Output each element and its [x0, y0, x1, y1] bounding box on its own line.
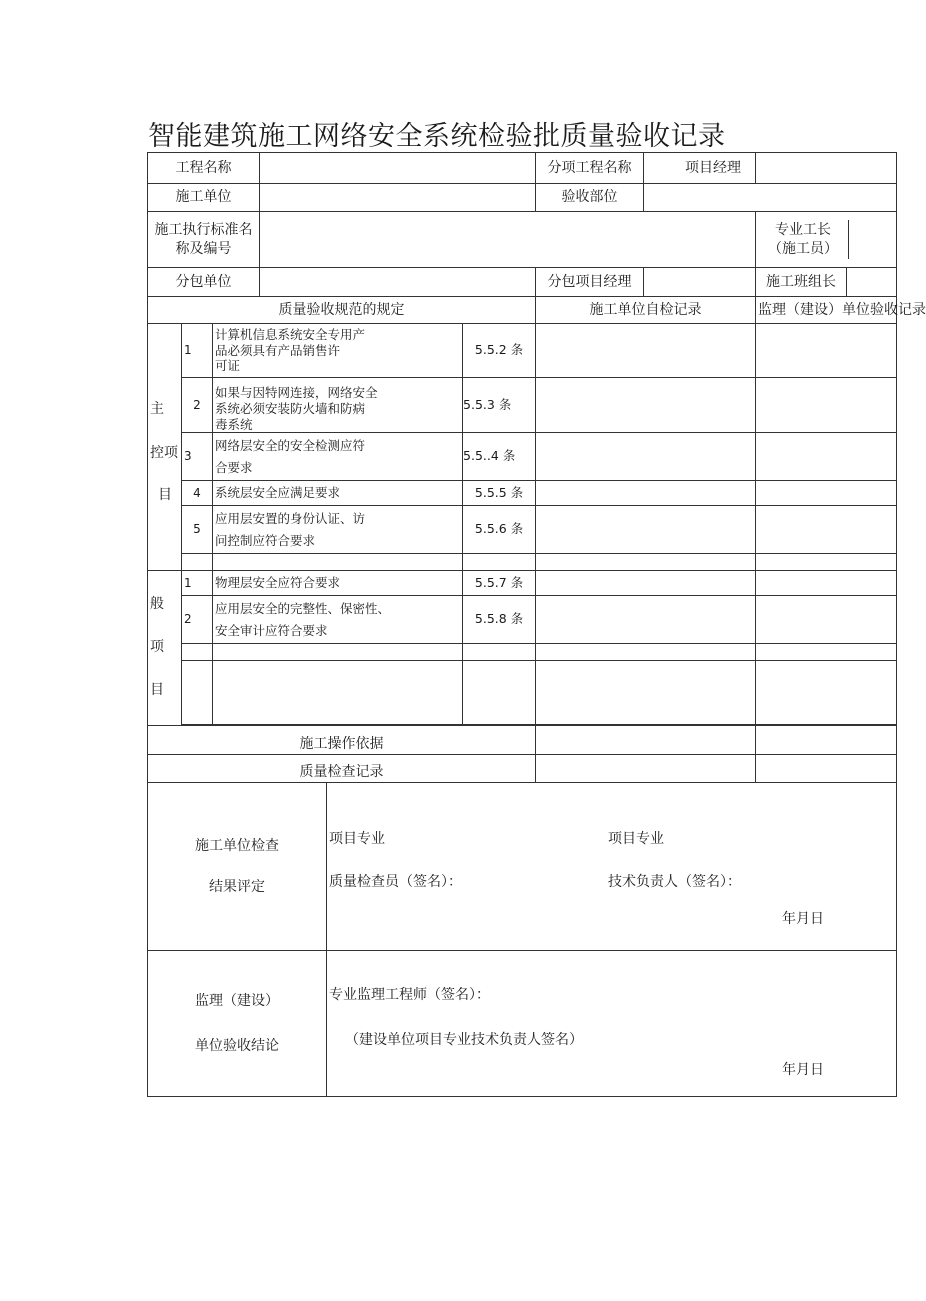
supervisor-conclusion-label — [148, 951, 327, 1097]
general-item-clause: 5.5.7 条 — [463, 571, 536, 596]
subcontract-manager-field[interactable] — [644, 268, 756, 297]
general-item-row — [148, 571, 897, 596]
empty-cell[interactable] — [536, 644, 756, 661]
main-control-label-3: 目 — [158, 487, 172, 503]
main-item-row — [148, 481, 897, 506]
empty-cell — [213, 554, 463, 571]
general-item-text — [213, 596, 463, 644]
empty-cell[interactable] — [756, 554, 897, 571]
main-item-supervisor-field[interactable] — [756, 324, 897, 378]
main-item-clause: 5.5..4 条 — [463, 433, 536, 481]
basis-supervisor-field[interactable] — [756, 726, 897, 755]
project-manager-field[interactable] — [756, 153, 897, 184]
team-leader-label: 施工班组长 — [766, 273, 837, 290]
basis-row — [148, 726, 897, 755]
sub-project-label: 分项工程名称 — [536, 153, 644, 184]
general-item-row-empty — [148, 661, 897, 725]
main-item-no: 2 — [182, 378, 213, 433]
main-item-row — [148, 378, 897, 433]
empty-cell — [182, 644, 213, 661]
construction-unit-field[interactable] — [260, 184, 536, 212]
general-label-3: 目 — [150, 682, 164, 698]
main-item-self-check-field[interactable] — [536, 506, 756, 554]
subcontract-unit-field[interactable] — [260, 268, 536, 297]
main-item-supervisor-field[interactable] — [756, 433, 897, 481]
acceptance-part-label: 验收部位 — [536, 184, 644, 212]
empty-cell — [182, 554, 213, 571]
construction-eval-right-1: 项目专业 — [608, 831, 665, 847]
main-item-no: 1 — [182, 324, 213, 378]
main-item-row — [148, 506, 897, 554]
main-item-text-line: 毒系统 — [215, 416, 253, 432]
main-item-supervisor-field[interactable] — [756, 506, 897, 554]
main-item-no: 4 — [182, 481, 213, 506]
empty-cell — [213, 661, 463, 725]
project-name-label: 工程名称 — [148, 153, 260, 184]
main-item-clause: 5.5.2 条 — [463, 324, 536, 378]
main-item-text-line: 可证 — [215, 358, 241, 374]
team-leader-field[interactable] — [846, 268, 896, 296]
empty-cell[interactable] — [536, 661, 756, 725]
main-control-label-1: 主 — [150, 401, 164, 417]
general-item-row — [148, 596, 897, 644]
construction-eval-label-2: 结果评定 — [209, 878, 265, 895]
general-label — [148, 571, 182, 726]
main-item-text-line: 应用层安置的身份认证、访 — [215, 511, 366, 527]
empty-cell[interactable] — [536, 554, 756, 571]
basis-label: 施工操作依据 — [148, 726, 536, 755]
general-item-supervisor-field[interactable] — [756, 596, 897, 644]
main-item-no: 5 — [182, 506, 213, 554]
general-item-text: 物理层安全应符合要求 — [213, 571, 463, 596]
construction-eval-right-2: 技术负责人（签名）： — [608, 874, 742, 890]
project-name-field[interactable] — [260, 153, 536, 184]
project-manager-label: 项目经理 — [644, 153, 756, 184]
header-row-unit — [148, 184, 897, 212]
general-label-2: 项 — [150, 639, 164, 655]
foreman-label — [756, 212, 897, 268]
standard-label — [148, 212, 260, 268]
construction-eval-left-2: 质量检查员（签名）： — [329, 874, 463, 890]
main-item-text-line: 合要求 — [215, 459, 253, 475]
general-item-clause: 5.5.8 条 — [463, 596, 536, 644]
main-item-supervisor-field[interactable] — [756, 481, 897, 506]
general-label-1: 般 — [150, 596, 164, 612]
acceptance-form — [147, 152, 926, 1097]
foreman-field[interactable] — [848, 220, 896, 260]
main-item-text — [213, 324, 463, 378]
general-item-row-empty — [148, 644, 897, 661]
main-item-no: 3 — [182, 433, 213, 481]
construction-eval-left-1: 项目专业 — [329, 831, 386, 847]
empty-cell — [182, 661, 213, 725]
main-item-self-check-field[interactable] — [536, 378, 756, 433]
main-item-self-check-field[interactable] — [536, 433, 756, 481]
construction-eval-label — [148, 783, 327, 951]
header-row-standard — [148, 212, 897, 268]
main-item-row — [148, 324, 897, 378]
foreman-label-line-1: 专业工长 — [775, 221, 832, 238]
main-item-clause: 5.5.3 条 — [463, 378, 536, 433]
column-self-check: 施工单位自检记录 — [536, 297, 756, 324]
empty-cell[interactable] — [756, 644, 897, 661]
general-item-supervisor-field[interactable] — [756, 571, 897, 596]
foreman-label-line-2: （施工员） — [768, 240, 839, 257]
supervisor-conclusion-line-1: 专业监理工程师（签名）： — [329, 987, 491, 1003]
construction-eval-date: 年月日 — [782, 911, 825, 927]
empty-cell — [463, 644, 536, 661]
construction-eval-content[interactable] — [327, 783, 897, 951]
construction-eval-label-1: 施工单位检查 — [195, 837, 279, 854]
main-item-clause: 5.5.5 条 — [463, 481, 536, 506]
column-spec: 质量验收规范的规定 — [148, 297, 536, 324]
main-item-text — [213, 433, 463, 481]
main-item-text — [213, 506, 463, 554]
main-item-text-line: 计算机信息系统安全专用产 — [215, 327, 366, 343]
standard-label-line-1: 施工执行标准名 — [154, 221, 253, 238]
general-item-no: 2 — [182, 596, 213, 644]
construction-unit-label: 施工单位 — [148, 184, 260, 212]
main-item-text: 系统层安全应满足要求 — [213, 481, 463, 506]
subcontract-manager-label: 分包项目经理 — [536, 268, 644, 297]
main-item-self-check-field[interactable] — [536, 481, 756, 506]
general-item-self-check-field[interactable] — [536, 571, 756, 596]
page-title: 智能建筑施工网络安全系统检验批质量验收记录 — [148, 121, 726, 152]
supervisor-conclusion-row — [148, 951, 897, 1097]
acceptance-part-field[interactable] — [644, 184, 897, 212]
supervisor-conclusion-label-1: 监理（建设） — [195, 992, 279, 1009]
subcontract-unit-label: 分包单位 — [148, 268, 260, 297]
basis-self-check-field[interactable] — [536, 726, 756, 755]
inspection-self-check-field[interactable] — [536, 755, 756, 783]
main-item-text-line: 如果与因特网连接，网络安全 — [215, 385, 378, 401]
supervisor-conclusion-content[interactable] — [327, 951, 897, 1097]
standard-field[interactable] — [260, 212, 756, 268]
inspection-row — [148, 755, 897, 783]
main-control-label — [148, 324, 182, 571]
main-item-text-line: 品必须具有产品销售许 — [215, 342, 341, 358]
general-item-self-check-field[interactable] — [536, 596, 756, 644]
column-heading-row — [148, 297, 897, 324]
main-item-text-line: 系统必须安装防火墙和防病 — [215, 401, 366, 416]
main-control-label-2: 控项 — [150, 445, 178, 461]
supervisor-conclusion-date: 年月日 — [782, 1062, 825, 1078]
main-item-self-check-field[interactable] — [536, 324, 756, 378]
general-item-text-line: 安全审计应符合要求 — [215, 622, 328, 638]
empty-cell — [213, 644, 463, 661]
empty-cell — [463, 554, 536, 571]
main-item-text-line: 问控制应符合要求 — [215, 532, 316, 548]
main-item-row-empty — [148, 554, 897, 571]
empty-cell — [463, 661, 536, 725]
supervisor-conclusion-line-2: （建设单位项目专业技术负责人签名） — [345, 1032, 584, 1048]
main-item-clause: 5.5.6 条 — [463, 506, 536, 554]
column-supervisor: 监理（建设）单位验收记录 — [756, 297, 897, 324]
empty-cell[interactable] — [756, 661, 897, 725]
inspection-supervisor-field[interactable] — [756, 755, 897, 783]
supervisor-conclusion-label-2: 单位验收结论 — [195, 1037, 279, 1054]
main-item-supervisor-field[interactable] — [756, 378, 897, 433]
construction-eval-row — [148, 783, 897, 951]
main-item-text-line: 网络层安全的安全检测应符 — [215, 438, 366, 454]
team-leader-cell — [756, 268, 897, 297]
inspection-label: 质量检查记录 — [148, 755, 536, 783]
main-item-text — [213, 378, 463, 433]
general-item-no: 1 — [182, 571, 213, 596]
header-row-subcontract — [148, 268, 897, 297]
standard-label-line-2: 称及编号 — [175, 240, 232, 257]
general-item-text-line: 应用层安全的完整性、保密性、 — [215, 601, 391, 617]
main-item-row — [148, 433, 897, 481]
header-row-project — [148, 153, 897, 184]
